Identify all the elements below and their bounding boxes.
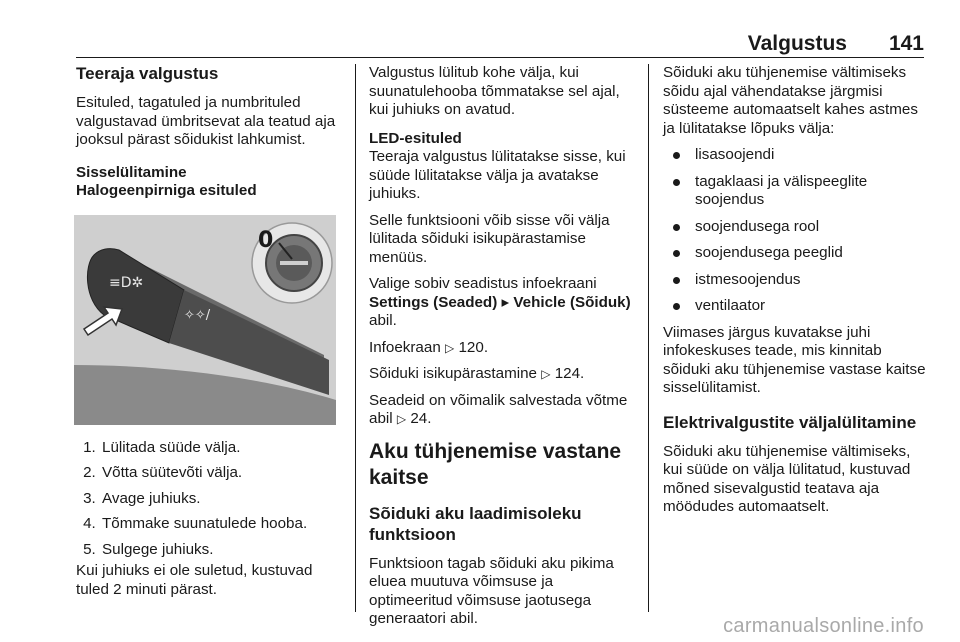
settings-intro: Valige sobiv seadistus infoekraani bbox=[369, 275, 597, 292]
settings-outro: abil. bbox=[369, 312, 397, 329]
section-title: Valgustus bbox=[747, 32, 847, 55]
list-item: soojendusega rool bbox=[663, 218, 931, 237]
page-number: 141 bbox=[888, 32, 924, 55]
svg-text:≡D✲: ≡D✲ bbox=[109, 274, 144, 291]
led-text: Teeraja valgustus lülitatakse sisse, kui süüde lülitatakse välja ja avatakse juhiuks. bbox=[369, 148, 626, 202]
play-arrow-icon: ▸ bbox=[501, 293, 510, 311]
column-divider-2 bbox=[648, 64, 649, 612]
header-divider bbox=[76, 57, 924, 58]
list-item: istmesoojendus bbox=[663, 271, 931, 290]
step-item: 5. Sulgege juhiuks. bbox=[100, 541, 344, 560]
steps-list bbox=[76, 439, 344, 560]
step-item: 2. Võtta süütevõti välja. bbox=[100, 464, 344, 483]
list-item: lisasoojendi bbox=[663, 146, 931, 165]
menu-settings: Settings (Seaded) bbox=[369, 293, 498, 311]
reference-isikuparastamine: Sõiduki isikupärastamine ▷ 124. bbox=[369, 365, 585, 382]
svg-text:✧✧/: ✧✧/ bbox=[184, 307, 211, 323]
column-divider-1 bbox=[355, 64, 356, 612]
subheading-halogeen: Halogeenpirniga esituled bbox=[76, 182, 257, 199]
subheading-led: LED-esituled bbox=[369, 129, 462, 147]
heading-aku-kaitse: Aku tühjenemise vastane kaitse bbox=[369, 439, 622, 489]
stalk-illustration bbox=[74, 215, 336, 425]
column-2 bbox=[369, 64, 637, 637]
bullet-list bbox=[663, 146, 931, 316]
subheading-sisselulitamine: Sisselülitamine bbox=[76, 163, 187, 181]
heading-valjalulitamine: Elektrivalgustite väljalülitamine bbox=[663, 412, 917, 432]
reference-infoekraan: Infoekraan ▷ 120. bbox=[369, 338, 489, 356]
intro-text: Esituled, tagatuled ja numbrituled valgustavad ümbritsevat ala teatud aja jooksul pärast sõidukist lahkumist. bbox=[76, 94, 336, 148]
stalk-drawing bbox=[74, 215, 336, 425]
heading-laadimisolek: Sõiduki aku laadimisoleku funktsioon bbox=[369, 503, 582, 544]
step-item: 1. Lülitada süüde välja. bbox=[100, 439, 344, 458]
col3-para-3: Sõiduki aku tühjenemise vältimiseks, kui süüde on välja lülitatud, kustuvad mõned sisevalgustid teatava aja möödudes automaatselt. bbox=[663, 442, 911, 515]
col2-para-4: Seadeid on võimalik salvestada võtme abil ▷ 24. bbox=[369, 391, 628, 427]
after-steps-text: Kui juhiuks ei ole suletud, kustuvad tuled 2 minuti pärast. bbox=[76, 562, 313, 598]
page-link-124[interactable]: 124. bbox=[554, 365, 585, 382]
col2-para-3 bbox=[369, 275, 637, 331]
list-item: tagaklaasi ja välispeeglite soojendus bbox=[663, 173, 931, 210]
figure-label: 0 bbox=[258, 227, 274, 253]
col2-para-2: Selle funktsiooni võib sisse või välja lülitada sõiduki isikupärastamise menüüs. bbox=[369, 211, 610, 266]
menu-vehicle: Vehicle (Sõiduk) bbox=[513, 293, 631, 311]
page-header bbox=[76, 26, 924, 56]
page-link-120[interactable]: 120. bbox=[458, 338, 489, 356]
triangle-right-icon: ▷ bbox=[396, 412, 407, 426]
col2-para-1: Valgustus lülitub kohe välja, kui suunatulehooba tõmmatakse sel ajal, kui juhiuks on avatud. bbox=[369, 64, 620, 118]
list-item: ventilaator bbox=[663, 297, 931, 316]
col3-para-1: Sõiduki aku tühjenemise vältimiseks sõidu ajal vähendatakse järgmisi süsteeme automaatselt kahes astmes ja lülitatakse lõpuks välja: bbox=[663, 64, 918, 137]
page-link-24[interactable]: 24. bbox=[410, 410, 432, 427]
column-3 bbox=[663, 64, 931, 525]
step-item: 3. Avage juhiuks. bbox=[100, 490, 344, 509]
heading-teeraja: Teeraja valgustus bbox=[76, 64, 219, 83]
triangle-right-icon: ▷ bbox=[445, 340, 455, 355]
triangle-right-icon: ▷ bbox=[541, 367, 551, 381]
col2-para-5: Funktsioon tagab sõiduki aku pikima eluea muutuva võimsuse ja optimeeritud võimsuse jaotusega generaatori abil. bbox=[369, 554, 614, 627]
list-item: soojendusega peeglid bbox=[663, 244, 931, 263]
column-1 bbox=[76, 64, 344, 607]
step-item: 4. Tõmmake suunatulede hooba. bbox=[100, 515, 344, 534]
watermark: carmanualsonline.info bbox=[723, 615, 924, 637]
col3-para-2: Viimases järgus kuvatakse juhi infokeskuses teade, mis kinnitab sõiduki aku tühjenemise vastase kaitse sisselülitamist. bbox=[663, 323, 926, 396]
